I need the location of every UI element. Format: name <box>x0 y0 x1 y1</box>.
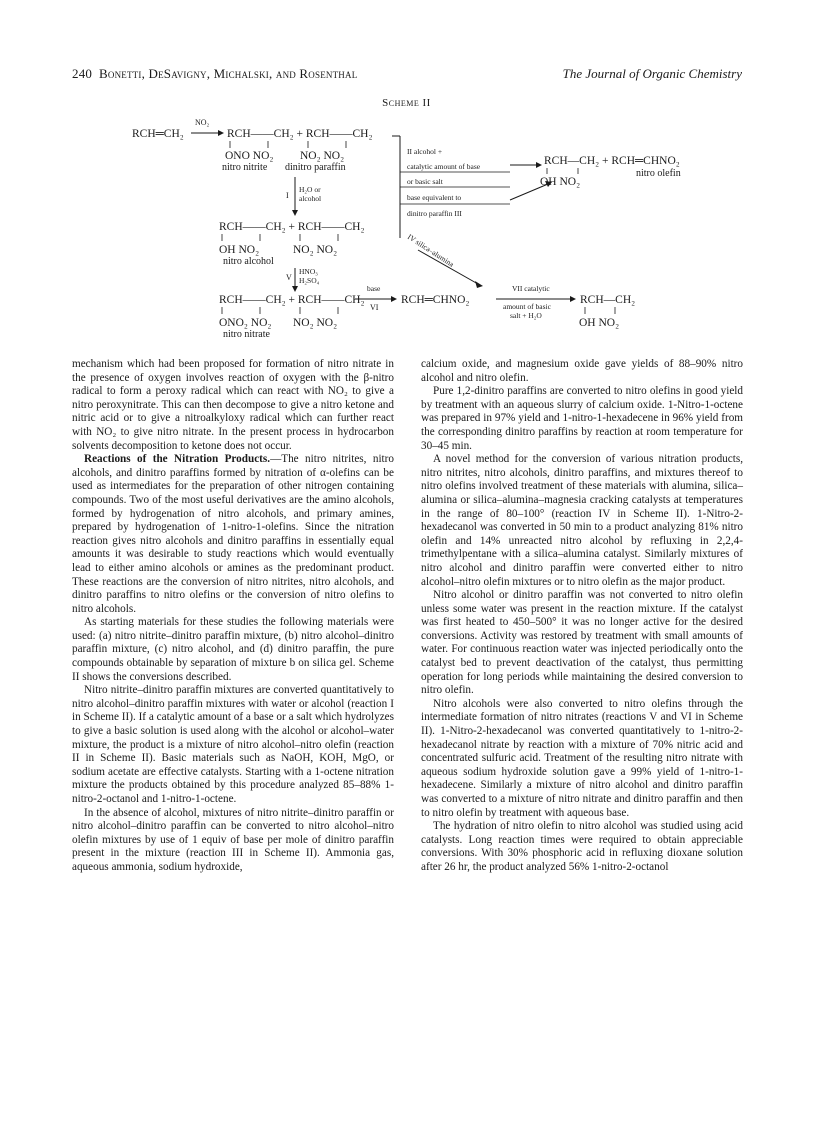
label-dinitro-paraffin: dinitro paraffin <box>285 162 346 173</box>
step-I-label: I <box>286 191 289 200</box>
right-column <box>421 358 743 875</box>
page-number-and-authors <box>72 66 357 82</box>
step-VII-cond-1: amount of basic <box>503 302 551 311</box>
paragraph: mechanism which had been proposed for formation of nitro nitrate in the presence of oxygen involves reaction of oxygen with the β-nitro radical to form a peroxy radical which can react with NO₂ to give a nitro peroxynitrate. This can then decompose to give a nitro ketone and nitric acid or to give a nitroalkyloxy radical which can further react with NO₂ to give nitro nitrate. In the present process in hydrocarbon solvents decomposition to ketone does not occur. <box>72 358 394 452</box>
section-heading: Reactions of the Nitration Products. <box>84 453 271 466</box>
running-authors: Bonetti, DeSavigny, Michalski, and Rosenthal <box>99 66 358 81</box>
arrow-IV-head <box>475 281 483 288</box>
product-right: RCH—CH₂ + RCH═CHNO₂ <box>544 155 680 167</box>
row2-substituents-b: NO₂ NO₂ <box>293 244 338 256</box>
cond-III-2: dinitro paraffin III <box>407 209 462 218</box>
arrow-IV <box>418 250 478 284</box>
label-nitro-olefin: nitro olefin <box>636 168 681 179</box>
nitro-olefin-middle: RCH═CHNO₂ <box>401 294 470 306</box>
paragraph: Nitro alcohol or dinitro paraffin was not converted to nitro olefin unless some water was present in the reaction mixture. If the catalyst was first heated to 450–500° it was no longer active for the desired conversions. Activity was restored by treatment with small amounts of water. For continuous reaction water was injected periodically onto the catalyst bed to prevent deactivation of the catalyst, thus permitting operation for long periods while maintaining the desired conversion to nitro olefin. <box>421 589 743 697</box>
cond-II-3: or basic salt <box>407 177 443 186</box>
page-number: 240 <box>72 66 93 81</box>
nitration-arrowhead <box>218 130 224 136</box>
scheme-title: Scheme II <box>382 97 431 109</box>
paragraph: calcium oxide, and magnesium oxide gave yields of 88–90% nitro alcohol and nitro olefin. <box>421 358 743 384</box>
paragraph: Pure 1,2-dinitro paraffins are converted to nitro olefins in good yield by treatment with an aqueous slurry of calcium oxide. 1-Nitro-1-octene was prepared in 97% yield and 1-nitro-1-hexadecene in 96% yield from the corresponding dinitro paraffins by reaction at room temperature for 30–45 min. <box>421 385 743 452</box>
page-header <box>72 66 742 86</box>
step-I-cond-2: alcohol <box>299 194 322 203</box>
cond-II-1: II alcohol + <box>407 147 443 156</box>
step-I-cond-1: H₂O or <box>299 185 321 194</box>
step-IV-label: IV silica–alumina <box>405 232 456 269</box>
arrow-II-head <box>536 162 542 168</box>
arrow-VII-head <box>570 296 576 302</box>
reagent-no2: NO₂ <box>195 118 210 127</box>
cond-III-1: base equivalent to <box>407 193 462 202</box>
arrow-VI-head <box>391 296 397 302</box>
label-nitro-nitrate: nitro nitrate <box>223 329 270 340</box>
final-product-substituents: OH NO₂ <box>579 317 620 329</box>
paragraph-reactions-heading <box>72 453 394 616</box>
step-V-cond-2: H₂SO₄ <box>299 276 320 285</box>
row1-substituents-b: NO₂ NO₂ <box>300 150 345 162</box>
product-right-substituents: OH NO₂ <box>540 176 581 188</box>
row1-substituents-a: ONO NO₂ <box>225 150 274 162</box>
arrow-I-head <box>292 210 298 216</box>
step-V-cond-1: HNO₃ <box>299 267 318 276</box>
reaction-scheme <box>0 110 813 345</box>
starting-olefin: RCH═CH₂ <box>132 128 184 140</box>
row1-products: RCH——CH₂ + RCH——CH₂ <box>227 128 373 140</box>
label-nitro-alcohol: nitro alcohol <box>223 256 274 267</box>
row2-products: RCH——CH₂ + RCH——CH₂ <box>219 221 365 233</box>
paragraph: A novel method for the conversion of various nitration products, nitro nitrites, nitro alcohols, dinitro paraffins, and mixtures thereof to nitro olefins involved treatment of these materials with alumina, silica–alumina or silica–alumina–magnesia cracking catalysts at temperatures in the range of 80–100° (reaction IV in Scheme II). 1-Nitro-2-hexadecanol was converted in 50 min to a product analyzing 81% nitro olefin and 14% unreacted nitro alcohol by refluxing in 2,2,4-trimethylpentane with a silica–alumina catalyst. Similarly mixtures of nitro alcohol and dinitro paraffin were converted either to nitro alcohol–nitro olefin mixtures or to nitro olefin as the major product. <box>421 453 743 588</box>
row3-substituents-b: NO₂ NO₂ <box>293 317 338 329</box>
step-VI-label: VI <box>370 303 379 312</box>
row3-products: RCH——CH₂ + RCH——CH₂ <box>219 294 365 306</box>
paragraph: The hydration of nitro olefin to nitro alcohol was studied using acid catalysts. Long reaction times were required to obtain appreciable conversions. With 30% phosphoric acid in refluxing dioxane solution after 26 hr, the product analyzed 56% 1-nitro-2-octanol <box>421 820 743 873</box>
cond-II-2: catalytic amount of base <box>407 162 481 171</box>
final-product: RCH—CH₂ <box>580 294 636 306</box>
step-VI-base: base <box>367 284 381 293</box>
left-column <box>72 358 394 875</box>
step-VII-cond-2: salt + H₂O <box>510 311 542 320</box>
paragraph: Nitro alcohols were also converted to nitro olefins through the intermediate formation of nitro nitrates (reactions V and VI in Scheme II). 1-Nitro-2-hexadecanol was converted quantitatively to 1-nitro-2-hexadecanol nitrate by reaction with a mixture of 70% nitric acid and concentrated sulfuric acid. Treatment of the resulting nitro nitrate with aqueous sodium hydroxide solution gave a 99% yield of 1-nitro-1-hexadecene. Similarly a mixture of nitro alcohol and dinitro paraffin was converted to a mixture of nitro nitrate and dinitro paraffin and then to nitro olefin by treatment with aqueous base. <box>421 697 743 819</box>
paragraph: In the absence of alcohol, mixtures of nitro nitrite–dinitro paraffin or nitro alcohol–dinitro paraffin can be converted to nitro alcohol–nitro olefin mixtures by use of 1 equiv of base per mole of dinitro paraffin present in the mixture (reaction III in Scheme II). Ammonia gas, aqueous ammonia, sodium hydroxide, <box>72 806 394 873</box>
journal-name: The Journal of Organic Chemistry <box>562 66 742 81</box>
row3-substituents-a: ONO₂ NO₂ <box>219 317 272 329</box>
paragraph-text: —The nitro nitrites, nitro alcohols, and dinitro paraffins formed by nitration of α-olefins can be used as intermediates for the preparation of other nitrogen containing compounds. Two of the most useful derivatives are the amino alcohols, formed by hydrogenation of nitro alcohols, and primary amines, prepared by hydrogenation of 1-nitro-1-olefins. Since the nitration reaction gives nitro alcohols and dinitro paraffins in essentially equal amounts it was desirable to study reactions which would eventually lead to either amino alcohols or amines as the predominant product. These reactions are the conversion of nitro nitrites, nitro alcohols, and dinitro paraffins to nitro olefins or the conversion of nitro olefins to nitro alcohols. <box>72 453 394 615</box>
row2-substituents-a: OH NO₂ <box>219 244 260 256</box>
paragraph: As starting materials for these studies the following materials were used: (a) nitro nitrite–dinitro paraffin mixture, (b) nitro alcohol–dinitro paraffin mixture, (c) nitro alcohol, and (d) dinitro paraffin, the pure compounds obtainable by separation of mixture b on silica gel. Scheme II shows the conversions described. <box>72 616 394 683</box>
step-V-label: V <box>286 273 292 282</box>
label-nitro-nitrite: nitro nitrite <box>222 162 268 173</box>
arrow-V-head <box>292 286 298 292</box>
step-VII-label: VII catalytic <box>512 284 550 293</box>
paragraph: Nitro nitrite–dinitro paraffin mixtures are converted quantitatively to nitro alcohol–dinitro paraffin mixtures with water or alcohol (reaction I in Scheme II). If a catalytic amount of a base or a salt which hydrolyzes to give a basic solution is used along with the alcohol or alcohol–water mixture, the product is a mixture of nitro alcohol–nitro olefin (reaction II in Scheme II). Basic materials such as NaOH, KOH, MgO, or sodium acetate are effective catalysts. Starting with a 1-octene nitration mixture the products obtained by this procedure analyzed 85–88% 1-nitro-2-octanol and 1-nitro-1-octene. <box>72 684 394 805</box>
